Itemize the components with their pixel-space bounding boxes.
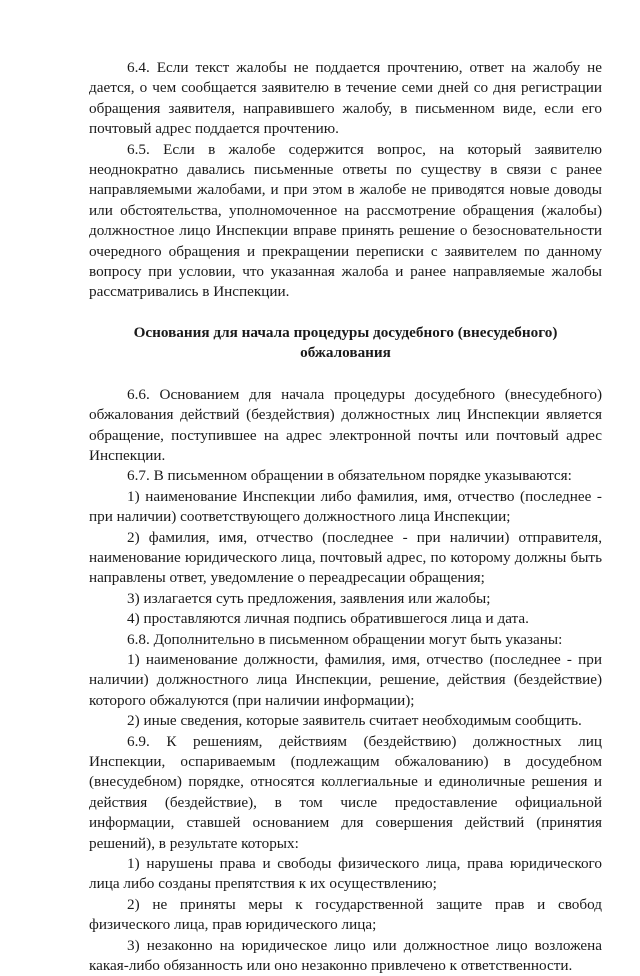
list-item-6-7-3: 3) излагается суть предложения, заявления или жалобы;: [127, 589, 491, 607]
paragraph-6-7: 6.7. В письменном обращении в обязательном порядке указываются:: [127, 467, 572, 485]
spacer: [89, 303, 602, 323]
paragraph-6-6: 6.6. Основанием для начала процедуры досудебного (внесудебного) обжалования действий (бездействия) должностных лиц Инспекции является обращение, поступившее на адрес электронной почты или почтовый адрес Инспекции.: [89, 385, 602, 464]
spacer: [89, 364, 602, 385]
list-item-6-7-2: 2) фамилия, имя, отчество (последнее - при наличии) отправителя, наименование юридического лица, почтовый адрес, по которому должны быть направлены ответ, уведомление о переадресации обращения;: [89, 528, 602, 587]
paragraph-6-9: 6.9. К решениям, действиям (бездействию) должностных лиц Инспекции, оспариваемым (подлежащим обжалованию) в досудебном (внесудебном) порядке, относятся коллегиальные и единоличные решения и действия (бездействие), в том числе предоставление официальной информации, ставшей основанием для совершения действий (принятия решений), в результате которых:: [89, 732, 602, 852]
section-heading: Основания для начала процедуры досудебного (внесудебного) обжалования: [133, 323, 558, 362]
list-item-6-7-1: 1) наименование Инспекции либо фамилия, имя, отчество (последнее - при наличии) соответствующего должностного лица Инспекции;: [89, 487, 602, 526]
paragraph-6-5: 6.5. Если в жалобе содержится вопрос, на который заявителю неоднократно давались письменные ответы по существу в связи с ранее направляемыми жалобами, и при этом в жалобе не приводятся новые доводы или обстоятельства, уполномоченное на рассмотрение обращения (жалобы) должностное лицо Инспекции вправе принять решение о безосновательности очередного обращения и прекращении переписки с заявителем по данному вопросу при условии, что указанная жалоба и ранее направляемые жалобы рассматривались в Инспекции.: [89, 140, 602, 301]
list-item-6-9-2: 2) не приняты меры к государственной защите прав и свобод физического лица, прав юридического лица;: [89, 895, 602, 934]
list-item-6-9-3: 3) незаконно на юридическое лицо или должностное лицо возложена какая-либо обязанность или оно незаконно привлечено к ответственности.: [89, 936, 602, 975]
list-item-6-8-2: 2) иные сведения, которые заявитель считает необходимым сообщить.: [127, 712, 582, 730]
paragraph-6-8: 6.8. Дополнительно в письменном обращении могут быть указаны:: [127, 630, 563, 648]
list-item-6-8-1: 1) наименование должности, фамилия, имя, отчество (последнее - при наличии) должностного лица Инспекции, решение, действия (бездействие) которого обжалуются (при наличии информации);: [89, 650, 602, 709]
paragraph-6-4: 6.4. Если текст жалобы не поддается прочтению, ответ на жалобу не дается, о чем сообщается заявителю в течение семи дней со дня регистрации обращения заявителя, направившего жалобу, в письменном виде, если его почтовый адрес поддается прочтению.: [89, 59, 602, 138]
list-item-6-7-4: 4) проставляются личная подпись обратившегося лица и дата.: [127, 610, 529, 628]
document-page: [89, 58, 602, 976]
list-item-6-9-1: 1) нарушены права и свободы физического лица, права юридического лица либо созданы препятствия к их осуществлению;: [89, 855, 602, 893]
